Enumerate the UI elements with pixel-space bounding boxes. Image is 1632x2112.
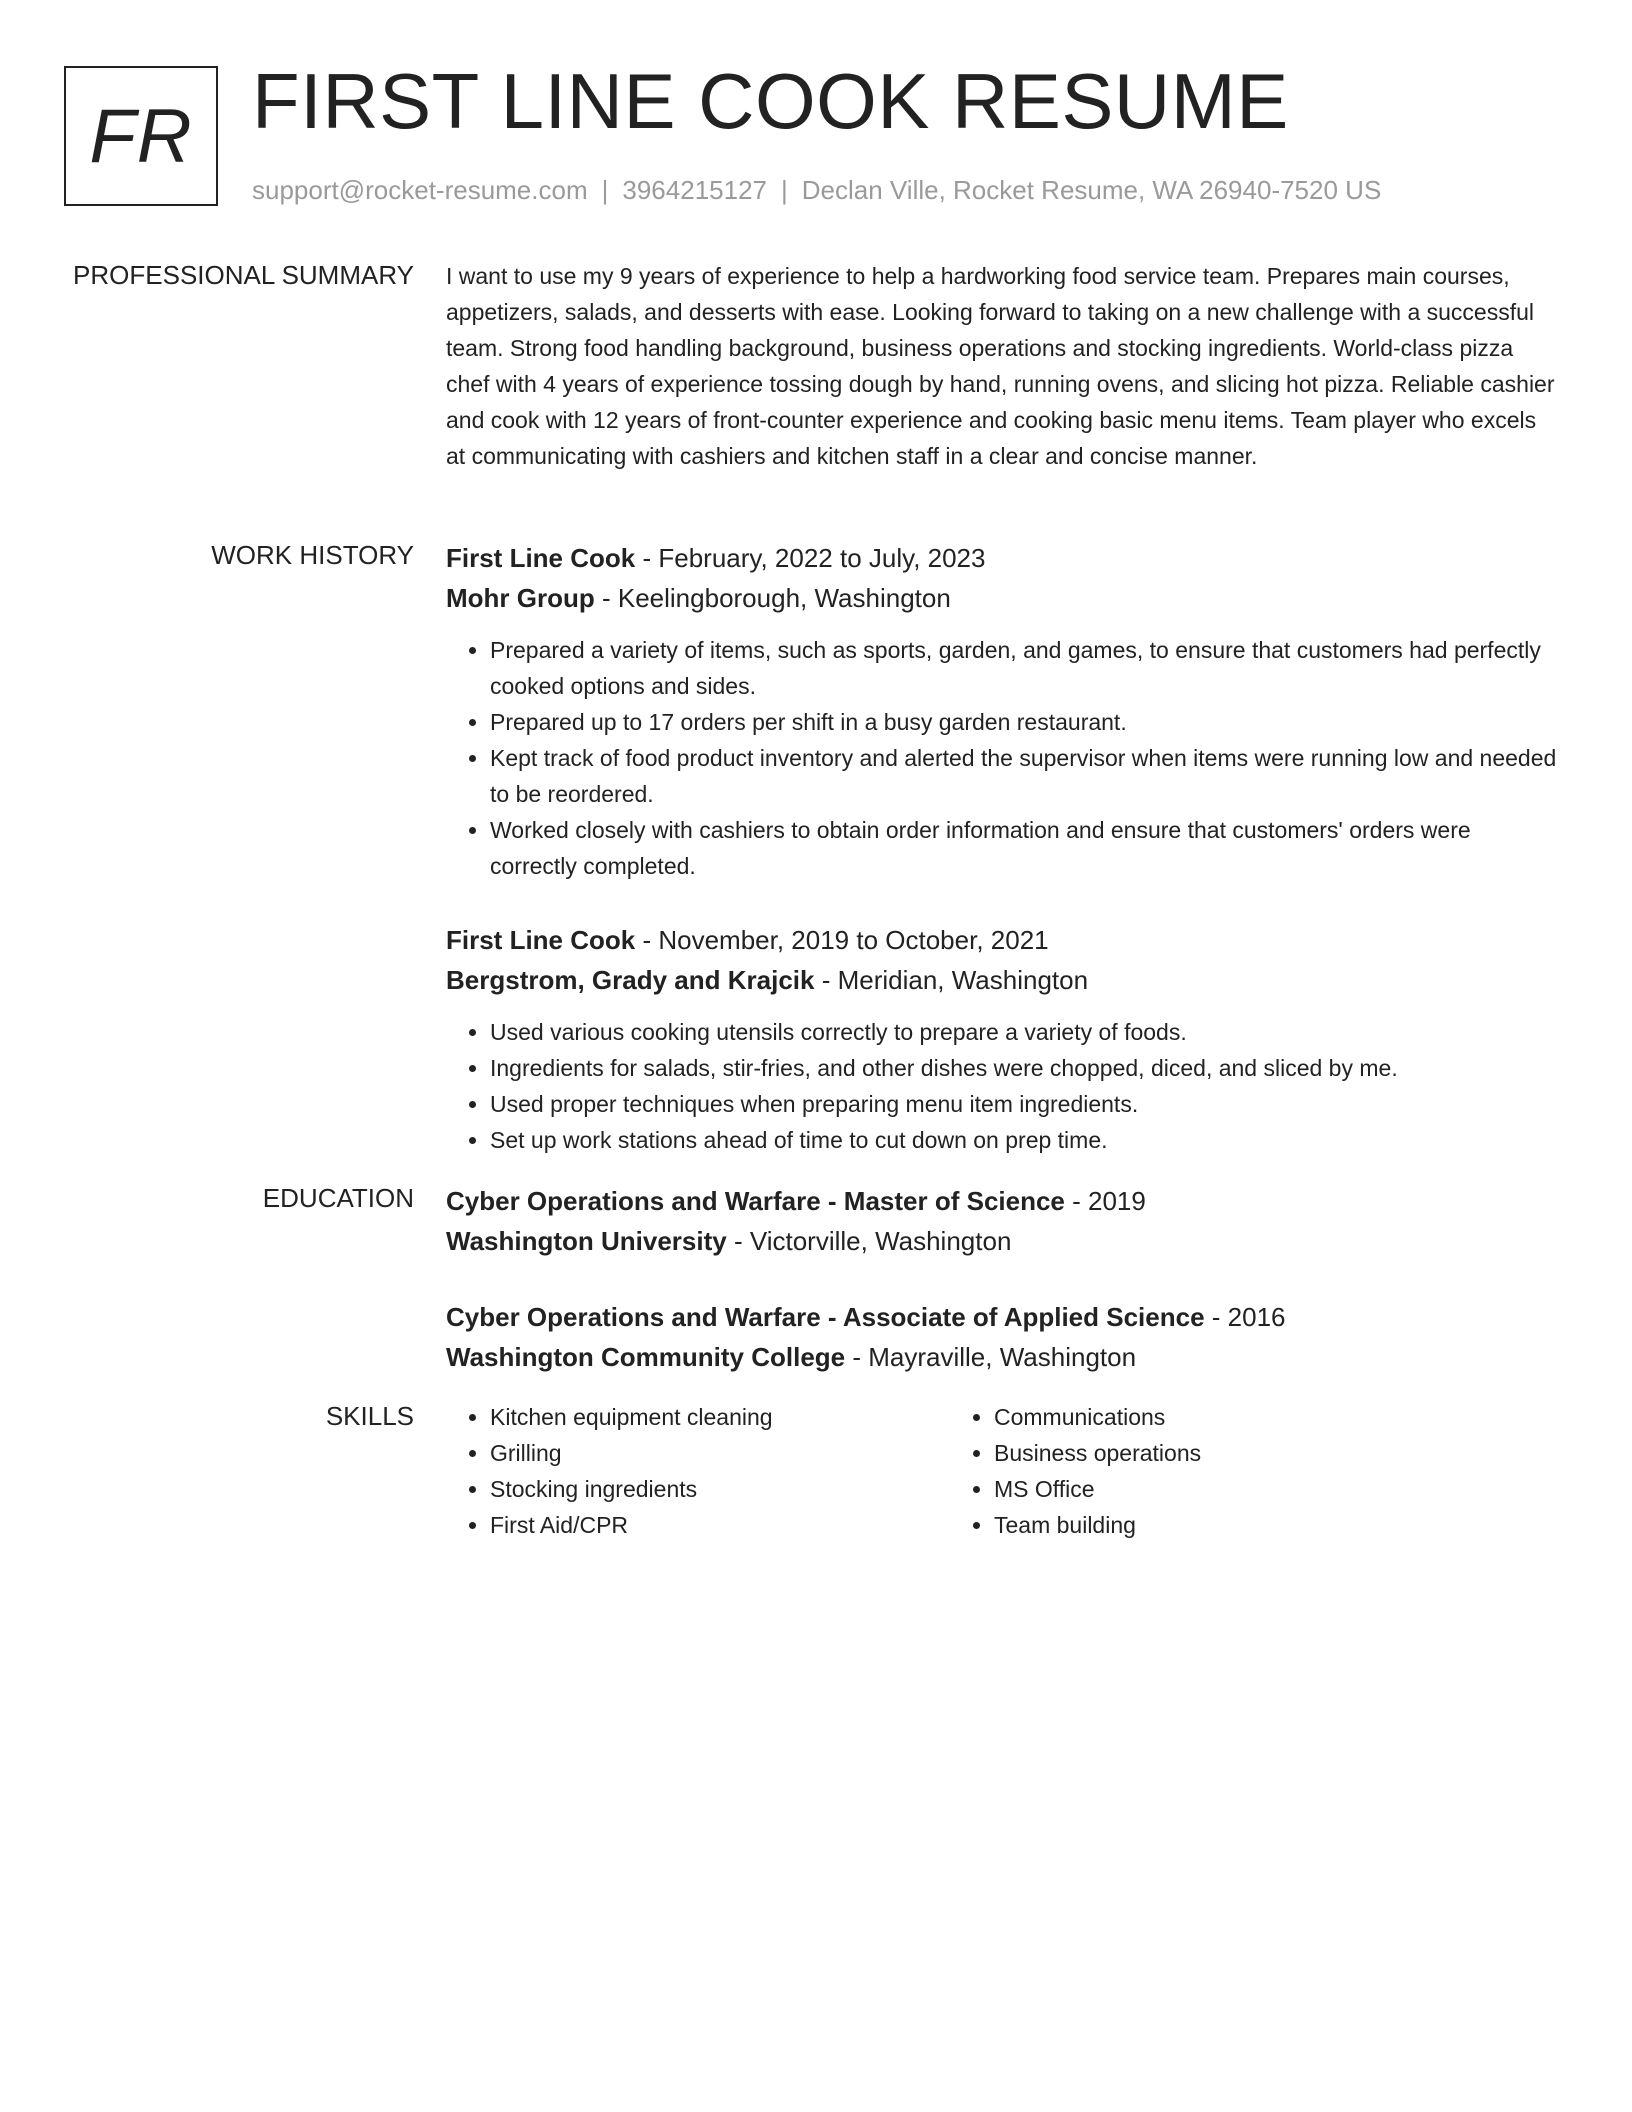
contact-address: Declan Ville, Rocket Resume, WA 26940-7520 US bbox=[801, 175, 1382, 205]
contact-line bbox=[252, 174, 1381, 206]
job-title-line bbox=[446, 538, 1560, 578]
education-entry bbox=[446, 1181, 1560, 1261]
education-entry bbox=[446, 1297, 1560, 1377]
contact-phone: 3964215127 bbox=[622, 175, 767, 205]
summary-body bbox=[446, 258, 1560, 474]
skills-label: SKILLS bbox=[325, 1401, 414, 1431]
work-history-label: WORK HISTORY bbox=[211, 540, 414, 570]
skill-item: • Communications bbox=[994, 1399, 1454, 1435]
skill-item: • Team building bbox=[994, 1507, 1454, 1543]
job-title-line bbox=[446, 920, 1560, 960]
contact-separator: | bbox=[781, 175, 788, 205]
job-duties-list bbox=[446, 1014, 1560, 1158]
school: Washington University bbox=[446, 1226, 727, 1256]
school-location: - Victorville, Washington bbox=[726, 1226, 1012, 1256]
contact-email: support@rocket-resume.com bbox=[252, 175, 588, 205]
contact-separator: | bbox=[601, 175, 609, 205]
work-history-body bbox=[446, 538, 1560, 1158]
summary-text: I want to use my 9 years of experience to help a hardworking food service team. Prepares main courses, appetizers, salads, and desserts with ease. Looking forward to taking on a new challenge with a successful team. Strong food handling background, business operations and stocking ingredients. World-class pizza chef with 4 years of experience tossing dough by hand, running ovens, and slicing hot pizza. Reliable cashier and cook with 12 years of front-counter experience and cooking basic menu items. Team player who excels at communicating with cashiers and kitchen staff in a clear and concise manner. bbox=[446, 263, 1555, 469]
degree: Cyber Operations and Warfare - Associate of Applied Science bbox=[446, 1302, 1205, 1332]
school-line bbox=[446, 1337, 1560, 1377]
job-dates: - February, 2022 to July, 2023 bbox=[635, 543, 986, 573]
skill-item: • Stocking ingredients bbox=[490, 1471, 950, 1507]
skills-list-left bbox=[446, 1399, 950, 1543]
skill-item: • Kitchen equipment cleaning bbox=[490, 1399, 950, 1435]
degree-year: - 2019 bbox=[1064, 1186, 1146, 1216]
skill-item: • MS Office bbox=[994, 1471, 1454, 1507]
job-title: First Line Cook bbox=[446, 543, 636, 573]
education-label: EDUCATION bbox=[262, 1183, 414, 1213]
list-item: • Prepared up to 17 orders per shift in a busy garden restaurant. bbox=[490, 704, 1560, 740]
list-item: • Used proper techniques when preparing menu item ingredients. bbox=[490, 1086, 1560, 1122]
school-location: - Mayraville, Washington bbox=[845, 1342, 1137, 1372]
skills-list-right bbox=[950, 1399, 1454, 1543]
list-item: • Ingredients for salads, stir-fries, and other dishes were chopped, diced, and sliced by me. bbox=[490, 1050, 1560, 1086]
job-dates: - November, 2019 to October, 2021 bbox=[635, 925, 1049, 955]
degree-line bbox=[446, 1297, 1560, 1337]
job-company-line bbox=[446, 578, 1560, 618]
job-company: Bergstrom, Grady and Krajcik bbox=[446, 965, 815, 995]
page-title: FIRST LINE COOK RESUME bbox=[252, 57, 1289, 145]
job-company-line bbox=[446, 960, 1560, 1000]
skill-item: • Business operations bbox=[994, 1435, 1454, 1471]
degree: Cyber Operations and Warfare - Master of Science bbox=[446, 1186, 1065, 1216]
skill-item: • Grilling bbox=[490, 1435, 950, 1471]
education-body bbox=[446, 1181, 1560, 1377]
list-item: • Kept track of food product inventory and alerted the supervisor when items were running low and needed to be reordered. bbox=[490, 740, 1560, 812]
list-item: • Used various cooking utensils correctly to prepare a variety of foods. bbox=[490, 1014, 1560, 1050]
school-line bbox=[446, 1221, 1560, 1261]
job-entry bbox=[446, 920, 1560, 1158]
degree-line bbox=[446, 1181, 1560, 1221]
summary-label: PROFESSIONAL SUMMARY bbox=[73, 260, 414, 290]
job-entry bbox=[446, 538, 1560, 884]
skills-columns bbox=[446, 1399, 1560, 1543]
monogram-logo: FR bbox=[64, 66, 218, 206]
job-company: Mohr Group bbox=[446, 583, 595, 613]
list-item: • Worked closely with cashiers to obtain order information and ensure that customers' orders were correctly completed. bbox=[490, 812, 1560, 884]
job-location: - Meridian, Washington bbox=[814, 965, 1089, 995]
degree-year: - 2016 bbox=[1204, 1302, 1286, 1332]
skills-body bbox=[446, 1399, 1560, 1543]
list-item: • Prepared a variety of items, such as sports, garden, and games, to ensure that customers had perfectly cooked options and sides. bbox=[490, 632, 1560, 704]
job-title: First Line Cook bbox=[446, 925, 636, 955]
list-item: • Set up work stations ahead of time to cut down on prep time. bbox=[490, 1122, 1560, 1158]
job-location: - Keelingborough, Washington bbox=[594, 583, 951, 613]
school: Washington Community College bbox=[446, 1342, 846, 1372]
skill-item: • First Aid/CPR bbox=[490, 1507, 950, 1543]
job-duties-list bbox=[446, 632, 1560, 884]
